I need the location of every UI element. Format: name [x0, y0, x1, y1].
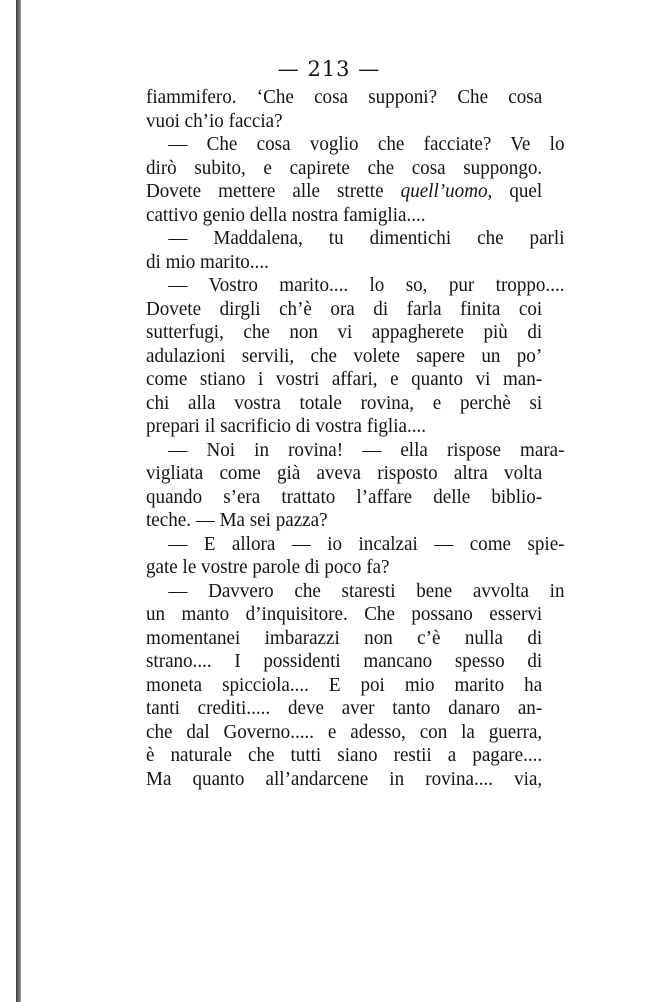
page-number: — 213 —: [277, 57, 381, 81]
text-line: — Che cosa voglio che facciate? Ve lo: [168, 133, 565, 155]
text-line: tanti crediti..... deve aver tanto danaro an-: [146, 697, 543, 719]
text-line: Ma quanto all’andarcene in rovina.... via,: [146, 767, 543, 790]
page-binding-edge: [16, 0, 21, 1002]
text-line: strano.... I possidenti mancano spesso di: [146, 650, 543, 672]
text-line: moneta spicciola.... E poi mio marito ha: [146, 673, 543, 696]
text-line: teche. — Ma sei pazza?: [146, 509, 328, 531]
text-line: come stiano i vostri affari, e quanto vi man-: [146, 368, 543, 390]
text-line: vigliata come già aveva risposto altra volta: [146, 462, 543, 484]
text-line: chi alla vostra totale rovina, e perchè si: [146, 391, 543, 414]
text-line: fiammifero. ‘Che cosa supponi? Che cosa: [146, 86, 543, 108]
italic-text: quell’uomo: [400, 180, 488, 202]
text-line: vuoi ch’io faccia?: [146, 109, 283, 132]
text-line: di mio marito....: [146, 250, 269, 273]
text-line: cattivo genio della nostra famiglia....: [146, 203, 426, 226]
text-line: quando s’era trattato l’affare delle biblio-: [146, 485, 543, 508]
text-line: sutterfugi, che non vi appagherete più di: [146, 321, 543, 343]
text-segment: Dovete mettere alle strette: [146, 180, 401, 202]
text-segment: , quel: [487, 180, 543, 202]
text-line: — Noi in rovina! — ella rispose mara-: [168, 438, 565, 461]
text-line: che dal Governo..... e adesso, con la guerra,: [146, 720, 543, 743]
text-line: — E allora — io incalzai — come spie-: [168, 532, 565, 555]
text-line: un manto d’inquisitore. Che possano esservi: [146, 603, 543, 625]
text-line: — Vostro marito.... lo so, pur troppo....: [168, 274, 565, 296]
text-line: dirò subito, e capirete che cosa suppongo.: [146, 156, 543, 179]
text-line: è naturale che tutti siano restii a pagare....: [146, 744, 543, 766]
text-line: Dovete dirgli ch’è ora di farla finita coi: [146, 297, 543, 320]
text-line: momentanei imbarazzi non c’è nulla di: [146, 626, 543, 649]
text-line: — Davvero che staresti bene avvolta in: [168, 579, 565, 602]
text-line: adulazioni servili, che volete sapere un po’: [146, 344, 543, 367]
text-line: [146, 180, 542, 204]
body-text: [146, 86, 565, 791]
text-line: prepari il sacrificio di vostra figlia....: [146, 415, 427, 437]
text-line: — Maddalena, tu dimentichi che parli: [168, 227, 565, 249]
text-line: gate le vostre parole di poco fa?: [146, 556, 390, 578]
